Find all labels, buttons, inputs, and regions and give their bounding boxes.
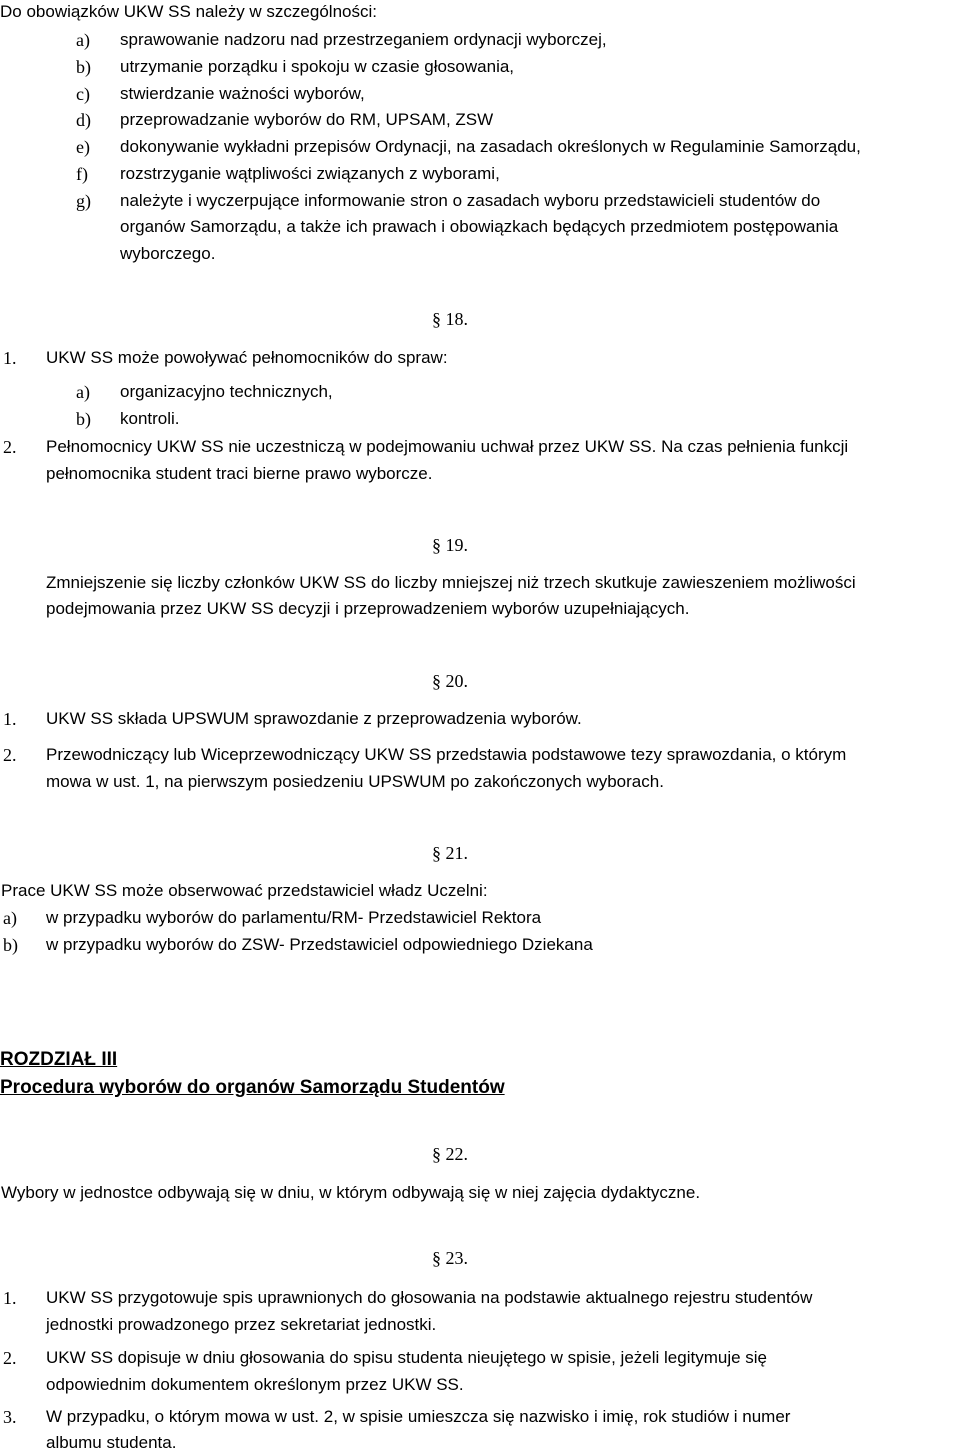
list-marker: c) xyxy=(76,84,90,104)
paragraph: Prace UKW SS może obserwować przedstawiciel władz Uczelni: xyxy=(1,881,488,900)
section-20-heading: § 20. xyxy=(432,671,468,691)
list-item: UKW SS przygotowuje spis uprawnionych do głosowania na podstawie aktualnego rejestru studentów xyxy=(46,1288,813,1307)
list-item: w przypadku wyborów do parlamentu/RM- Przedstawiciel Rektora xyxy=(46,908,542,927)
section-22-heading: § 22. xyxy=(432,1144,468,1164)
list-marker: e) xyxy=(76,137,90,157)
list-item-continuation: organów Samorządu, a także ich prawach i obowiązkach będących przedmiotem postępowania xyxy=(120,217,839,236)
list-item-continuation: wyborczego. xyxy=(120,244,216,263)
list-item: w przypadku wyborów do ZSW- Przedstawiciel odpowiedniego Dziekana xyxy=(46,935,593,954)
list-marker: a) xyxy=(76,30,90,50)
list-marker: 2. xyxy=(3,437,17,457)
list-item: W przypadku, o którym mowa w ust. 2, w spisie umieszcza się nazwisko i imię, rok studiów i numer xyxy=(46,1407,791,1426)
list-item: dokonywanie wykładni przepisów Ordynacji, na zasadach określonych w Regulaminie Samorządu, xyxy=(120,137,861,156)
list-marker: 2. xyxy=(3,1348,17,1368)
list-item: organizacyjno technicznych, xyxy=(120,382,333,401)
chapter-title: Procedura wyborów do organów Samorządu Studentów xyxy=(0,1077,505,1098)
list-item: kontroli. xyxy=(120,409,180,428)
list-item-continuation: pełnomocnika student traci bierne prawo wyborcze. xyxy=(46,464,433,483)
list-item: przeprowadzanie wyborów do RM, UPSAM, ZSW xyxy=(120,110,494,129)
list-item: UKW SS dopisuje w dniu głosowania do spisu studenta nieujętego w spisie, jeżeli legitymuje się xyxy=(46,1348,768,1367)
list-item-continuation: odpowiednim dokumentem określonym przez UKW SS. xyxy=(46,1375,464,1394)
list-marker: a) xyxy=(76,382,90,402)
list-item-continuation: mowa w ust. 1, na pierwszym posiedzeniu UPSWUM po zakończonych wyborach. xyxy=(46,772,664,791)
list-marker: b) xyxy=(3,935,18,955)
list-item: utrzymanie porządku i spokoju w czasie głosowania, xyxy=(120,57,515,76)
list-item: należyte i wyczerpujące informowanie stron o zasadach wyboru przedstawicieli studentów do xyxy=(120,191,821,210)
section-23-heading: § 23. xyxy=(432,1248,468,1268)
list-item: sprawowanie nadzoru nad przestrzeganiem ordynacji wyborczej, xyxy=(120,30,607,49)
list-marker: f) xyxy=(76,164,88,184)
list-marker: b) xyxy=(76,57,91,77)
list-item-continuation: albumu studenta. xyxy=(46,1433,177,1452)
list-marker: 1. xyxy=(3,348,17,368)
list-marker: g) xyxy=(76,191,91,211)
list-item: Pełnomocnicy UKW SS nie uczestniczą w podejmowaniu uchwał przez UKW SS. Na czas pełnienia funkcji xyxy=(46,437,849,456)
list-marker: 1. xyxy=(3,1288,17,1308)
duties-intro: Do obowiązków UKW SS należy w szczególności: xyxy=(0,2,377,21)
chapter-number: ROZDZIAŁ III xyxy=(0,1049,118,1070)
paragraph-continuation: podejmowania przez UKW SS decyzji i przeprowadzeniem wyborów uzupełniających. xyxy=(46,599,690,618)
section-19-heading: § 19. xyxy=(432,535,468,555)
paragraph: Zmniejszenie się liczby członków UKW SS do liczby mniejszej niż trzech skutkuje zawieszeniem możliwości xyxy=(46,573,856,592)
list-item: UKW SS składa UPSWUM sprawozdanie z przeprowadzenia wyborów. xyxy=(46,709,582,728)
section-18-heading: § 18. xyxy=(432,309,468,329)
list-item: Przewodniczący lub Wiceprzewodniczący UKW SS przedstawia podstawowe tezy sprawozdania, o którym xyxy=(46,745,847,764)
list-marker: 1. xyxy=(3,709,17,729)
list-item: stwierdzanie ważności wyborów, xyxy=(120,84,365,103)
list-marker: b) xyxy=(76,409,91,429)
list-marker: 2. xyxy=(3,745,17,765)
list-item-continuation: jednostki prowadzonego przez sekretariat jednostki. xyxy=(46,1315,437,1334)
section-21-heading: § 21. xyxy=(432,843,468,863)
list-marker: 3. xyxy=(3,1407,17,1427)
list-item: UKW SS może powoływać pełnomocników do spraw: xyxy=(46,348,448,367)
list-marker: a) xyxy=(3,908,17,928)
list-item: rozstrzyganie wątpliwości związanych z wyborami, xyxy=(120,164,500,183)
list-marker: d) xyxy=(76,110,91,130)
paragraph: Wybory w jednostce odbywają się w dniu, w którym odbywają się w niej zajęcia dydaktyczne. xyxy=(1,1183,701,1202)
